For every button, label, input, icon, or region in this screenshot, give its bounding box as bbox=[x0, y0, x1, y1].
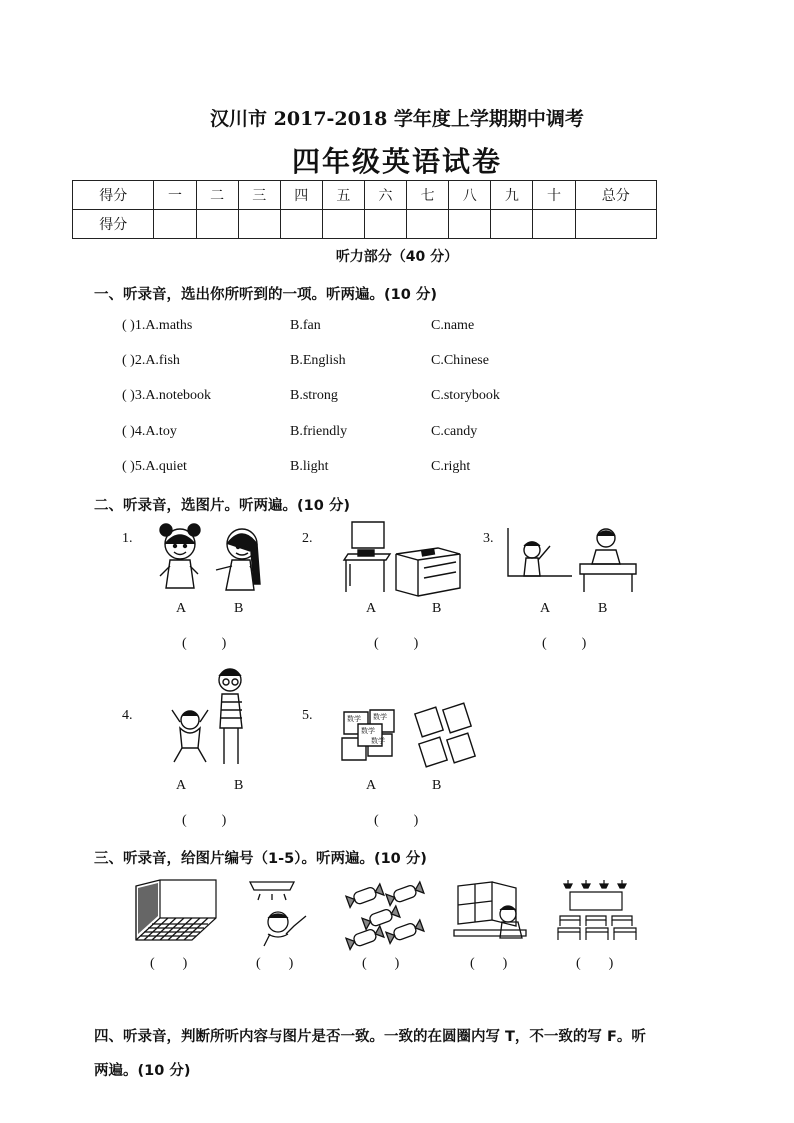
score-table-header-row bbox=[73, 181, 657, 210]
score-cell[interactable] bbox=[533, 210, 575, 239]
room-floor-picture bbox=[132, 878, 218, 944]
two-girls-picture bbox=[150, 522, 270, 594]
classroom-picture bbox=[556, 876, 640, 944]
q1-item-2-b: B.English bbox=[290, 353, 346, 368]
score-header-cell: 五 bbox=[322, 181, 364, 210]
score-cell[interactable] bbox=[575, 210, 656, 239]
q2-item-2-label-a: A bbox=[366, 601, 377, 616]
score-header-cell: 一 bbox=[154, 181, 196, 210]
window-and-boy-picture bbox=[452, 880, 532, 946]
q1-item-3-c: C.storybook bbox=[431, 388, 500, 403]
score-header-cell: 九 bbox=[491, 181, 533, 210]
books-and-notebooks-picture bbox=[336, 700, 484, 768]
score-header-cell: 八 bbox=[449, 181, 491, 210]
q2-item-3-label-b: B bbox=[598, 601, 608, 616]
q2-item-4-number: 4. bbox=[122, 708, 133, 723]
q3-answer-3[interactable]: ( ) bbox=[362, 956, 400, 971]
q1-item-3-a: ( )3.A.notebook bbox=[122, 388, 212, 403]
score-cell[interactable] bbox=[280, 210, 322, 239]
q1-item-2-a: ( )2.A.fish bbox=[122, 353, 180, 368]
q1-item-5-c: C.right bbox=[431, 459, 471, 474]
score-header-cell: 四 bbox=[280, 181, 322, 210]
q2-item-4-label-b: B bbox=[234, 778, 244, 793]
q1-item-5-b: B.light bbox=[290, 459, 329, 474]
q1-item-4-c: C.candy bbox=[431, 424, 478, 439]
q1-item-5-a: ( )5.A.quiet bbox=[122, 459, 187, 474]
score-cell[interactable] bbox=[154, 210, 196, 239]
score-row-label: 得分 bbox=[73, 210, 154, 239]
q2-title: 二、听录音，选图片。听两遍。(10 分) bbox=[94, 498, 350, 514]
q1-item-3-b: B.strong bbox=[290, 388, 338, 403]
q2-item-3-answer[interactable]: ( ) bbox=[542, 636, 587, 651]
q1-item-4-a: ( )4.A.toy bbox=[122, 424, 177, 439]
q2-item-5-label-a: A bbox=[366, 778, 377, 793]
light-and-boy-picture bbox=[240, 878, 320, 946]
q1-item-1-b: B.fan bbox=[290, 318, 321, 333]
q2-item-1-label-a: A bbox=[176, 601, 187, 616]
q2-item-5-label-b: B bbox=[432, 778, 442, 793]
q3-answer-5[interactable]: ( ) bbox=[576, 956, 614, 971]
strong-boy-and-tall-man-picture bbox=[166, 666, 256, 772]
candies-picture bbox=[344, 880, 426, 946]
math-book-title: 数学 bbox=[347, 715, 361, 723]
score-header-cell: 七 bbox=[407, 181, 449, 210]
score-cell[interactable] bbox=[322, 210, 364, 239]
q1-item-1-a: ( )1.A.maths bbox=[122, 318, 193, 333]
q3-title: 三、听录音，给图片编号（1-5）。听两遍。(10 分) bbox=[94, 851, 427, 867]
q1-item-1-c: C.name bbox=[431, 318, 475, 333]
q2-item-4-label-a: A bbox=[176, 778, 187, 793]
board-and-writing-picture bbox=[502, 524, 640, 596]
q2-item-1-number: 1. bbox=[122, 531, 133, 546]
score-cell[interactable] bbox=[238, 210, 280, 239]
q3-answer-1[interactable]: ( ) bbox=[150, 956, 188, 971]
school-title: 汉川市 2017-2018 学年度上学期期中调考 bbox=[210, 108, 584, 130]
score-header-cell: 总分 bbox=[575, 181, 656, 210]
q2-item-3-number: 3. bbox=[483, 531, 494, 546]
score-cell[interactable] bbox=[364, 210, 406, 239]
score-cell[interactable] bbox=[491, 210, 533, 239]
q3-answer-2[interactable]: ( ) bbox=[256, 956, 294, 971]
q2-item-3-label-a: A bbox=[540, 601, 551, 616]
score-cell[interactable] bbox=[449, 210, 491, 239]
score-header-cell: 三 bbox=[238, 181, 280, 210]
q2-item-2-label-b: B bbox=[432, 601, 442, 616]
exam-title: 四年级英语试卷 bbox=[291, 145, 502, 178]
q2-item-2-number: 2. bbox=[302, 531, 313, 546]
q1-item-2-c: C.Chinese bbox=[431, 353, 489, 368]
q1-title: 一、听录音，选出你所听到的一项。听两遍。(10 分) bbox=[94, 287, 437, 303]
math-book-title: 数学 bbox=[361, 727, 375, 735]
q2-item-4-answer[interactable]: ( ) bbox=[182, 813, 227, 828]
math-book-title: 数学 bbox=[373, 713, 387, 721]
chair-and-desk-picture bbox=[338, 520, 478, 596]
listening-section-title: 听力部分（40 分） bbox=[335, 249, 459, 265]
q4-title-line-1: 四、听录音，判断所听内容与图片是否一致。一致的在圆圈内写 T，不一致的写 F。听 bbox=[94, 1029, 646, 1045]
score-cell[interactable] bbox=[196, 210, 238, 239]
score-header-cell: 十 bbox=[533, 181, 575, 210]
math-book-title: 数学 bbox=[371, 737, 385, 745]
score-table bbox=[72, 180, 657, 239]
score-cell[interactable] bbox=[407, 210, 449, 239]
q2-item-1-label-b: B bbox=[234, 601, 244, 616]
score-table-value-row bbox=[73, 210, 657, 239]
score-header-cell: 六 bbox=[364, 181, 406, 210]
q3-answer-4[interactable]: ( ) bbox=[470, 956, 508, 971]
q2-item-1-answer[interactable]: ( ) bbox=[182, 636, 227, 651]
q1-item-4-b: B.friendly bbox=[290, 424, 348, 439]
q2-item-5-number: 5. bbox=[302, 708, 313, 723]
score-header-cell: 得分 bbox=[73, 181, 154, 210]
q4-title-line-2: 两遍。(10 分) bbox=[94, 1063, 191, 1079]
q2-item-2-answer[interactable]: ( ) bbox=[374, 636, 419, 651]
score-header-cell: 二 bbox=[196, 181, 238, 210]
q2-item-5-answer[interactable]: ( ) bbox=[374, 813, 419, 828]
